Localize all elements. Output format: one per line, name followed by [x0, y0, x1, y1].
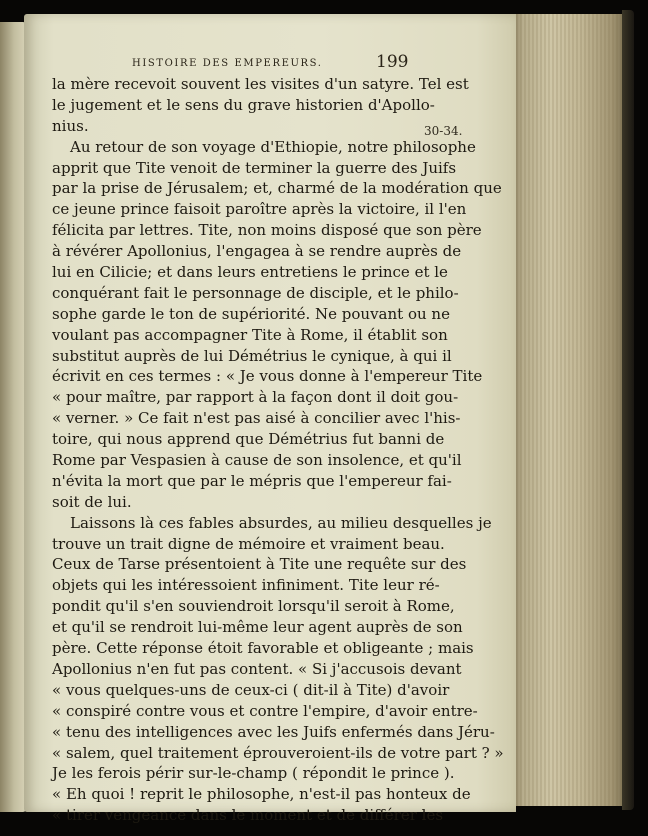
page-edges	[508, 14, 630, 806]
text-line: la mère recevoit souvent les visites d'un satyre. Tel est	[52, 75, 469, 93]
text-line: toire, qui nous apprend que Démétrius fut banni de	[52, 430, 445, 449]
text-line: sophe garde le ton de supériorité. Ne pouvant ou ne	[52, 304, 450, 323]
text-line: félicita par lettres. Tite, non moins disposé que son père	[52, 221, 482, 240]
text-line: pondit qu'il s'en souviendroit lorsqu'il seroit à Rome,	[52, 597, 455, 616]
text-line: n'évita la mort que par le mépris que l'empereur fai-	[52, 471, 452, 490]
text-line: « conspiré contre vous et contre l'empire, d'avoir entre-	[52, 701, 478, 720]
text-line: nius.	[52, 116, 89, 135]
text-line: objets qui les intéressoient infiniment. Tite leur ré-	[52, 576, 440, 595]
text-line: conquérant fait le personnage de disciple, et le philo-	[52, 283, 459, 302]
text-line: le jugement et le sens du grave historien d'Apollo-	[52, 95, 435, 114]
margin-note: 30-34.	[424, 124, 463, 138]
book-cover-edge	[622, 10, 634, 810]
text-line: « verner. » Ce fait n'est pas aisé à concilier avec l'his-	[52, 409, 461, 428]
text-line: trouve un trait digne de mémoire et vraiment beau.	[52, 534, 445, 553]
text-line: Ceux de Tarse présentoient à Tite une requête sur des	[52, 555, 467, 574]
text-line: ce jeune prince faisoit paroître après la victoire, il l'en	[52, 200, 467, 219]
text-line: apprit que Tite venoit de terminer la guerre des Juifs	[52, 158, 457, 177]
page-number: 199	[376, 52, 409, 72]
text-line: « tirer vengeance dans le moment et de différer les	[52, 806, 444, 825]
text-line: à révérer Apollonius, l'engagea à se rendre auprès de	[52, 242, 462, 261]
text-line: substitut auprès de lui Démétrius le cynique, à qui il	[52, 346, 452, 365]
text-line: voulant pas accompagner Tite à Rome, il établit son	[52, 325, 448, 344]
text-line: soit de lui.	[52, 492, 132, 511]
page-header	[40, 54, 470, 76]
text-line: « vous quelques-uns de ceux-ci ( dit-il à Tite) d'avoir	[52, 680, 450, 699]
text-line: père. Cette réponse étoit favorable et obligeante ; mais	[52, 639, 474, 658]
previous-page-edge	[0, 22, 26, 812]
text-line: par la prise de Jérusalem; et, charmé de la modération que	[52, 179, 502, 198]
text-line: « pour maître, par rapport à la façon dont il doit gou-	[52, 388, 459, 407]
text-line: lui en Cilicie; et dans leurs entretiens le prince et le	[52, 263, 448, 282]
text-line: écrivit en ces termes : « Je vous donne à l'empereur Tite	[52, 367, 483, 386]
running-head: HISTOIRE DES EMPEREURS.	[132, 58, 323, 69]
text-line: Apollonius n'en fut pas content. « Si j'accusois devant	[52, 659, 462, 678]
text-line: et qu'il se rendroit lui-même leur agent auprès de son	[52, 618, 463, 637]
text-line: Au retour de son voyage d'Ethiopie, notre philosophe	[70, 137, 476, 156]
text-line: Laissons là ces fables absurdes, au milieu desquelles je	[70, 513, 492, 532]
text-line: « Eh quoi ! reprit le philosophe, n'est-il pas honteux de	[52, 785, 471, 804]
text-line: Je les ferois périr sur-le-champ ( répondit le prince ).	[52, 764, 455, 783]
text-line: « salem, quel traitement éprouveroient-ils de votre part ? »	[52, 743, 504, 762]
text-line: Rome par Vespasien à cause de son insolence, et qu'il	[52, 451, 462, 470]
text-line: « tenu des intelligences avec les Juifs enfermés dans Jéru-	[52, 722, 495, 741]
